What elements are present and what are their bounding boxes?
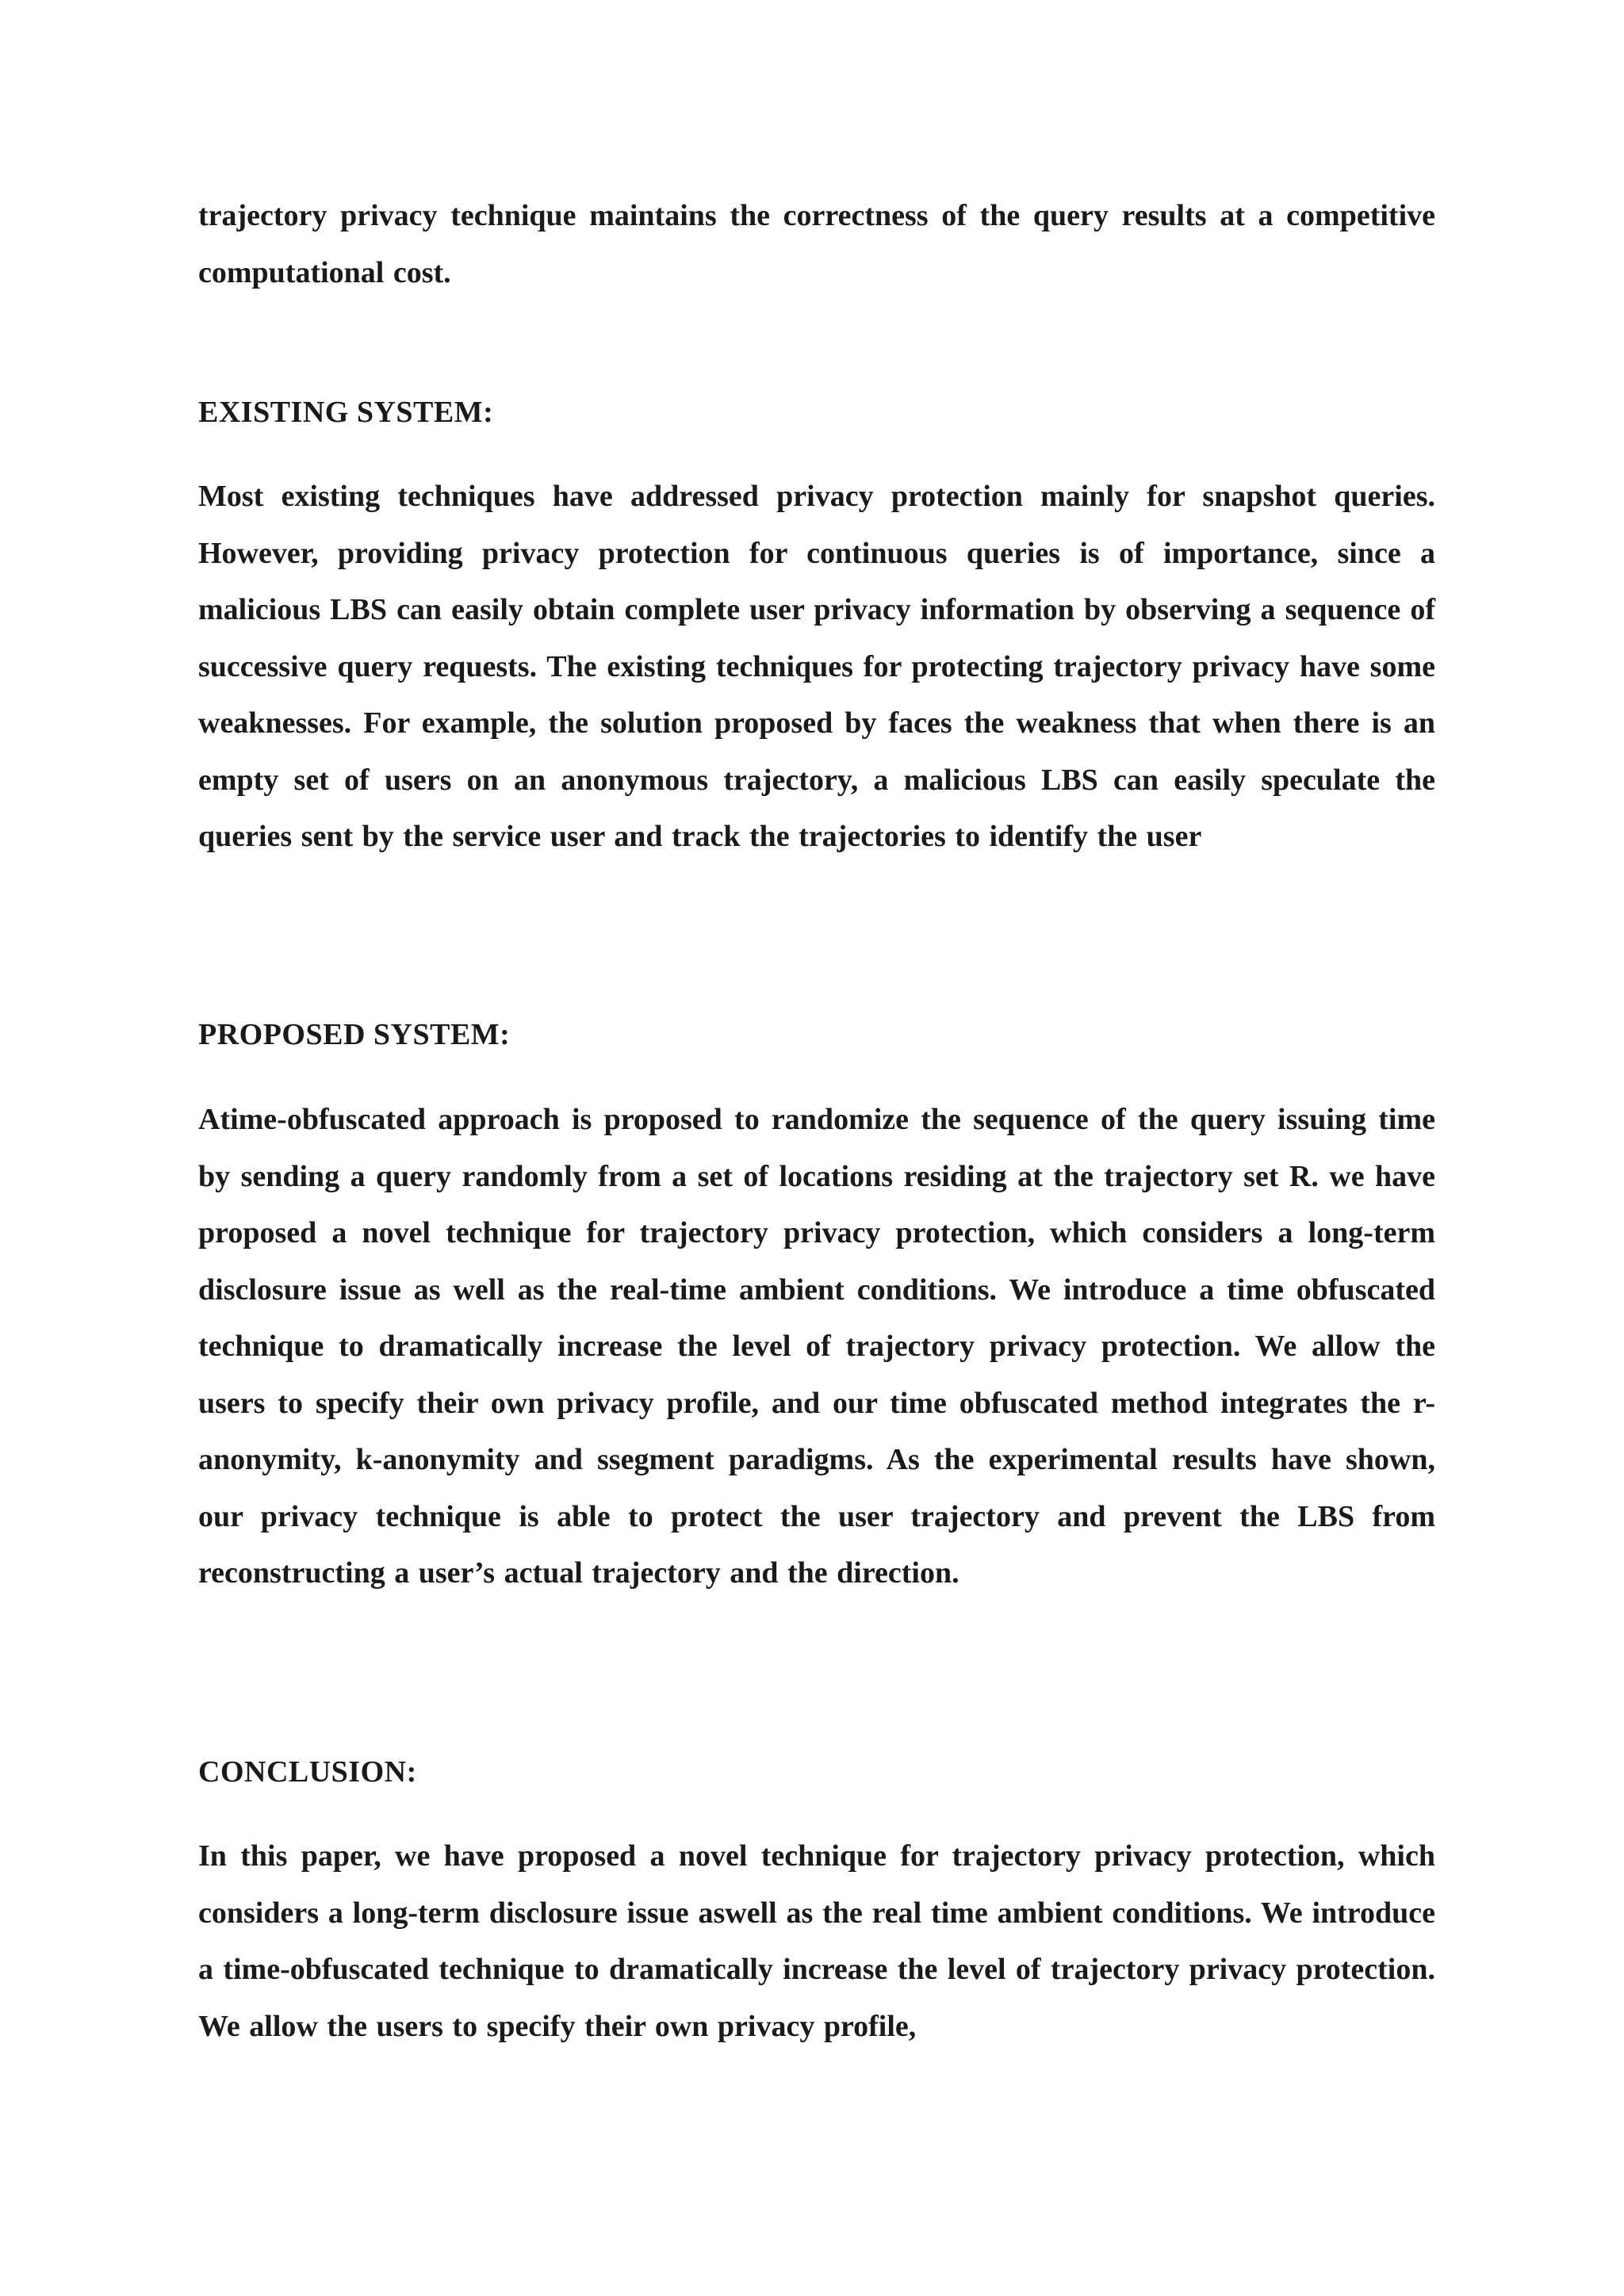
conclusion-paragraph: In this paper, we have proposed a novel technique for trajectory privacy protection, which considers a long-term disclosure issue aswell as the real time ambient conditions. We introduce a time-obfuscated technique to dramatically increase the level of trajectory privacy protection. We allow the users to specify their own privacy profile, bbox=[198, 1839, 1435, 2043]
proposed-system-heading: PROPOSED SYSTEM: bbox=[198, 1018, 511, 1051]
intro-paragraph: trajectory privacy technique maintains the correctness of the query results at a competitive computational cost. bbox=[198, 199, 1435, 289]
existing-system-paragraph: Most existing techniques have addressed privacy protection mainly for snapshot queries. However, providing privacy protection for continuous queries is of importance, since a malicious LBS can easily obtain complete user privacy information by observing a sequence of successive query requests. The existing techniques for protecting trajectory privacy have some weaknesses. For example, the solution proposed by faces the weakness that when there is an empty set of users on an anonymous trajectory, a malicious LBS can easily speculate the queries sent by the service user and track the trajectories to identify the user bbox=[198, 480, 1435, 853]
conclusion-heading: CONCLUSION: bbox=[198, 1755, 417, 1789]
existing-system-heading: EXISTING SYSTEM: bbox=[198, 396, 494, 429]
proposed-system-paragraph: Atime-obfuscated approach is proposed to randomize the sequence of the query issuing time by sending a query randomly from a set of locations residing at the trajectory set R. we have proposed a novel technique for trajectory privacy protection, which considers a long-term disclosure issue as well as the real-time ambient conditions. We introduce a time obfuscated technique to dramatically increase the level of trajectory privacy protection. We allow the users to specify their own privacy profile, and our time obfuscated method integrates the r-anonymity, k-anonymity and ssegment paradigms. As the experimental results have shown, our privacy technique is able to protect the user trajectory and prevent the LBS from reconstructing a user’s actual trajectory and the direction. bbox=[198, 1103, 1435, 1590]
